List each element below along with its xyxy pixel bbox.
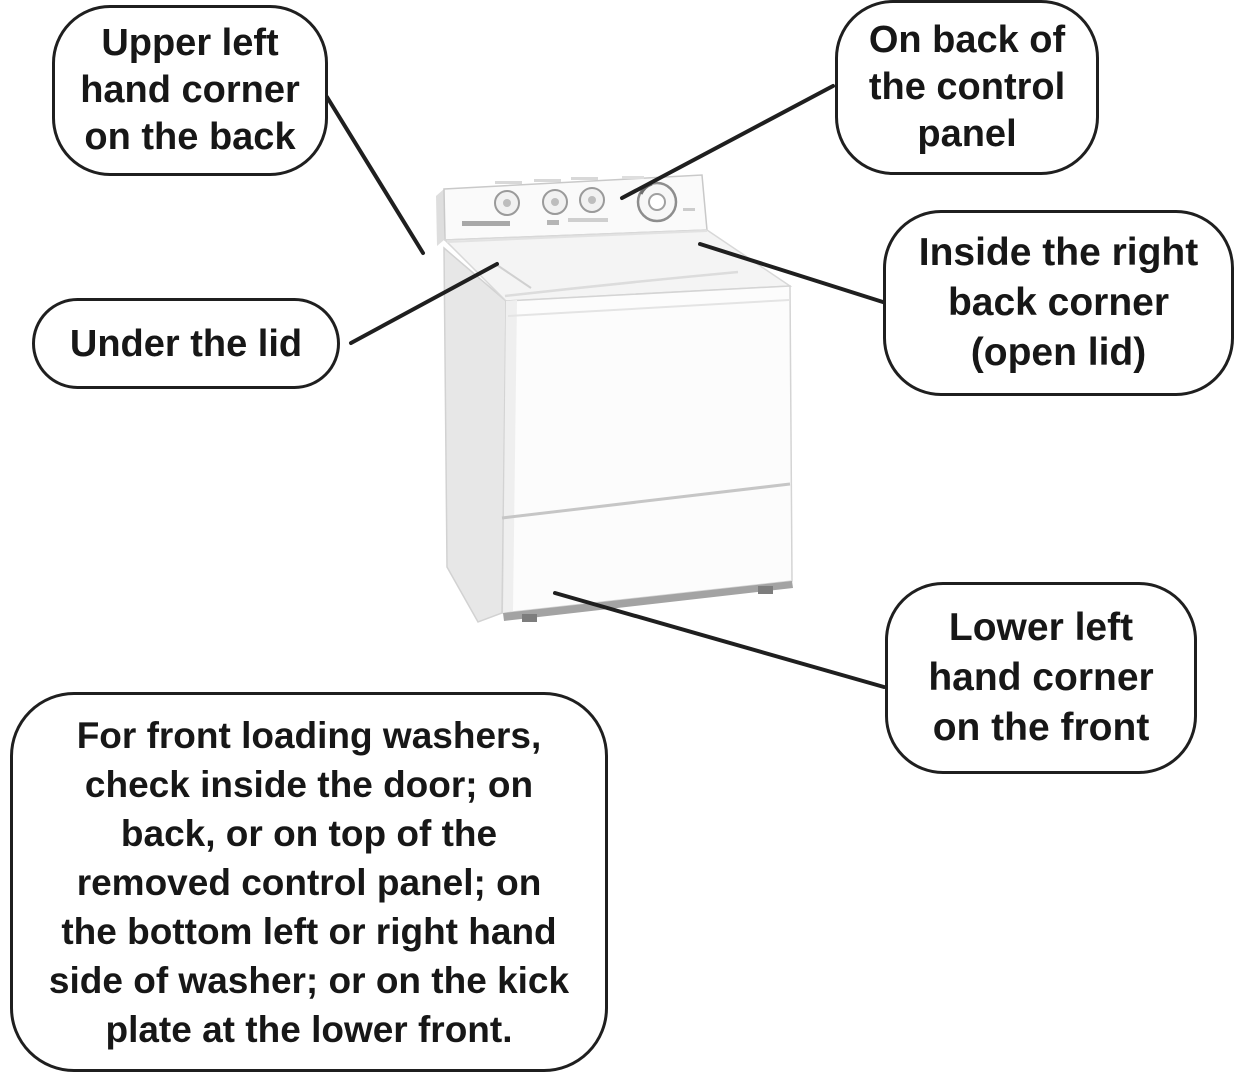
callout-text: Upper left	[101, 22, 279, 64]
washer-foot-right	[758, 586, 773, 594]
callout-text: plate at the lower front.	[105, 1008, 513, 1050]
callout-lower-left-front	[885, 582, 1197, 774]
washer-brand-mark-small	[547, 220, 559, 225]
washer-panel-label-dash	[622, 176, 644, 179]
callout-upper-left-back	[52, 5, 328, 176]
callout-text: On back of	[868, 19, 1066, 61]
washer-panel-dash-right	[683, 208, 695, 211]
callout-text: the control	[868, 66, 1066, 108]
callout-front-loading-note	[10, 692, 608, 1072]
callout-text: panel	[917, 113, 1017, 155]
callout-back-of-control-panel	[835, 0, 1099, 175]
callout-text: side of washer; or on the kick	[48, 959, 570, 1001]
washer-panel-label-dash	[571, 177, 598, 180]
callout-text: check inside the door; on	[84, 763, 534, 805]
callout-text: hand corner	[928, 656, 1154, 699]
callout-text: (open lid)	[970, 331, 1147, 374]
connector-back-of-control-panel	[622, 86, 833, 198]
callout-text: back corner	[947, 281, 1170, 324]
callout-text: Under the lid	[69, 322, 303, 365]
washer-side-panel	[444, 248, 506, 622]
callout-text: Inside the right	[918, 231, 1199, 274]
washer-panel-label-dash	[495, 181, 522, 184]
callout-text: on the back	[84, 116, 296, 158]
washer-foot-left	[522, 614, 537, 622]
callout-text: back, or on top of the	[120, 812, 498, 854]
connector-upper-left-back	[327, 97, 423, 253]
callout-text: For front loading washers,	[76, 714, 542, 756]
washer-knob-1-center	[503, 199, 511, 207]
washer-knob-3-center	[588, 196, 596, 204]
washer-timer-dial-center	[649, 194, 665, 210]
washer-panel-label-bar	[568, 218, 608, 222]
washer-panel-label-dash	[534, 179, 561, 182]
connector-lower-left-front	[555, 593, 884, 687]
washer-brand-mark	[462, 221, 510, 226]
callout-under-the-lid	[32, 298, 340, 389]
washer-knob-2-center	[551, 198, 559, 206]
washer-control-panel-side	[436, 189, 444, 246]
washer-front-panel	[503, 286, 792, 613]
callout-text: hand corner	[80, 69, 300, 111]
callout-text: on the front	[932, 706, 1150, 749]
callout-text: the bottom left or right hand	[61, 910, 557, 952]
callout-text: removed control panel; on	[76, 861, 542, 903]
callout-text: Lower left	[948, 606, 1134, 649]
callout-inside-right-back-corner	[883, 210, 1234, 396]
